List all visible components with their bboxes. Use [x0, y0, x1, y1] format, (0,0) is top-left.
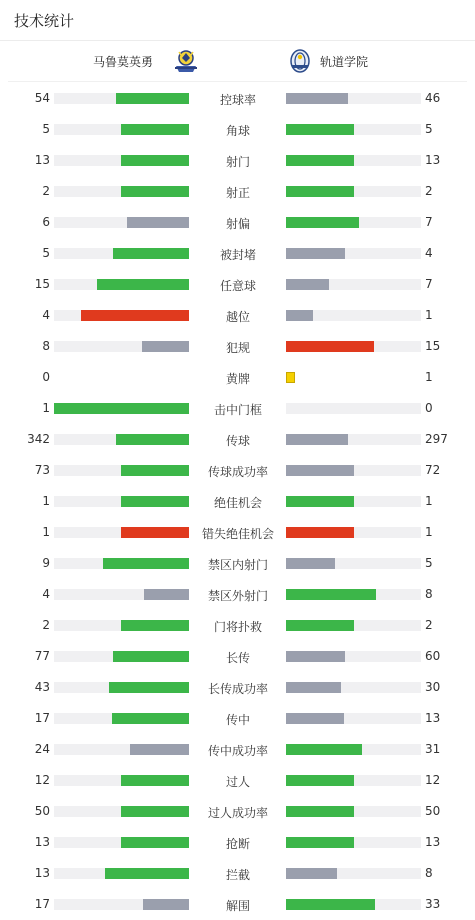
stat-label: 解围	[225, 899, 250, 913]
stat-label: 任意球	[219, 279, 256, 293]
home-stat-bar-fill	[105, 868, 189, 879]
home-stat-value: 50	[34, 804, 50, 818]
stat-row	[0, 207, 475, 238]
home-stat-bar-fill	[113, 651, 189, 662]
away-stat-value: 2	[425, 184, 433, 198]
stat-row	[0, 610, 475, 641]
away-stat-bar-fill	[286, 496, 354, 507]
away-stat-bar	[286, 744, 421, 755]
stat-row	[0, 393, 475, 424]
away-stat-value: 1	[425, 494, 433, 508]
home-stat-bar-fill	[127, 217, 189, 228]
home-stat-bar-fill	[81, 310, 189, 321]
away-stat-bar-fill	[286, 682, 341, 693]
stat-row	[0, 641, 475, 672]
stat-row	[0, 300, 475, 331]
away-stat-value: 30	[425, 680, 441, 694]
home-stat-value: 15	[34, 277, 50, 291]
away-stat-value: 8	[425, 587, 433, 601]
stat-row	[0, 796, 475, 827]
home-stat-value: 8	[42, 339, 50, 353]
home-stat-bar	[54, 465, 189, 476]
home-stat-value: 73	[34, 463, 50, 477]
page-title: 技术统计	[14, 12, 75, 30]
stat-label: 长传成功率	[207, 682, 268, 696]
home-stat-value: 6	[42, 215, 50, 229]
stat-row	[0, 889, 475, 920]
home-stat-value: 2	[42, 618, 50, 632]
away-stat-value: 13	[425, 153, 441, 167]
home-team-logo-icon	[173, 48, 199, 74]
home-stat-value: 4	[42, 308, 50, 322]
away-stat-bar	[286, 186, 421, 197]
away-stat-bar-fill	[286, 124, 354, 135]
away-stat-value: 4	[425, 246, 433, 260]
home-stat-bar	[54, 496, 189, 507]
stats-header	[0, 0, 475, 41]
stat-row	[0, 827, 475, 858]
stat-label: 门将扑救	[213, 620, 262, 634]
away-stat-bar	[286, 806, 421, 817]
home-stat-bar	[54, 775, 189, 786]
home-stat-bar	[54, 217, 189, 228]
away-stat-bar	[286, 558, 421, 569]
away-stat-value: 2	[425, 618, 433, 632]
stat-label: 传中	[225, 713, 250, 727]
away-stat-value: 50	[425, 804, 441, 818]
home-stat-bar	[54, 651, 189, 662]
away-stat-bar-fill	[286, 341, 374, 352]
home-stat-value: 12	[34, 773, 50, 787]
home-stat-bar	[54, 403, 189, 414]
away-stat-bar	[286, 434, 421, 445]
home-stat-bar-fill	[109, 682, 189, 693]
home-stat-bar	[54, 186, 189, 197]
home-stat-value: 0	[42, 370, 50, 384]
home-stat-value: 1	[42, 401, 50, 415]
stat-label: 射门	[225, 155, 250, 169]
away-stat-bar	[286, 217, 421, 228]
away-stat-bar-fill	[286, 558, 335, 569]
stat-row	[0, 269, 475, 300]
stat-label: 过人成功率	[207, 806, 268, 820]
away-stat-value: 60	[425, 649, 441, 663]
home-stat-value: 5	[42, 246, 50, 260]
stat-label: 射偏	[225, 217, 250, 231]
stat-label: 控球率	[219, 93, 256, 107]
stat-row	[0, 703, 475, 734]
stat-label: 错失绝佳机会	[201, 527, 274, 541]
stat-label: 传球成功率	[207, 465, 268, 479]
away-stat-bar	[286, 868, 421, 879]
stat-row	[0, 672, 475, 703]
stat-row	[0, 331, 475, 362]
home-stat-bar-fill	[121, 527, 189, 538]
home-stat-bar	[54, 620, 189, 631]
stat-row	[0, 548, 475, 579]
home-stat-bar-fill	[121, 496, 189, 507]
home-stat-bar	[54, 93, 189, 104]
away-stat-value: 0	[425, 401, 433, 415]
away-stat-bar	[286, 837, 421, 848]
away-stat-bar	[286, 527, 421, 538]
stat-label: 击中门框	[213, 403, 262, 417]
home-team-name: 马鲁莫英勇	[92, 55, 153, 69]
away-stat-value: 5	[425, 122, 433, 136]
away-stat-bar	[286, 310, 421, 321]
away-stat-value: 13	[425, 711, 441, 725]
home-stat-value: 9	[42, 556, 50, 570]
stat-row	[0, 734, 475, 765]
stat-row	[0, 424, 475, 455]
stat-row	[0, 517, 475, 548]
stat-label: 越位	[225, 310, 250, 324]
stat-label: 传中成功率	[207, 744, 268, 758]
away-stat-value: 33	[425, 897, 441, 911]
away-stat-bar-fill	[286, 434, 348, 445]
home-stat-value: 43	[34, 680, 50, 694]
stat-label: 禁区外射门	[207, 589, 268, 603]
away-stat-value: 297	[425, 432, 448, 446]
yellow-card-icon	[286, 372, 295, 383]
away-stat-value: 7	[425, 215, 433, 229]
home-stat-value: 13	[34, 153, 50, 167]
away-stat-value: 15	[425, 339, 441, 353]
home-stat-bar-fill	[121, 186, 189, 197]
home-stat-bar-fill	[121, 155, 189, 166]
away-stat-value: 72	[425, 463, 441, 477]
away-stat-bar	[286, 341, 421, 352]
away-stat-value: 1	[425, 525, 433, 539]
home-stat-bar-fill	[112, 713, 189, 724]
home-stat-bar	[54, 589, 189, 600]
away-stat-bar	[286, 279, 421, 290]
stat-row	[0, 238, 475, 269]
home-stat-bar-fill	[121, 775, 189, 786]
away-stat-value: 5	[425, 556, 433, 570]
away-stat-value: 12	[425, 773, 441, 787]
home-stat-value: 13	[34, 835, 50, 849]
home-stat-bar	[54, 155, 189, 166]
stat-label: 拦截	[225, 868, 250, 882]
home-stat-bar	[54, 124, 189, 135]
stat-row	[0, 114, 475, 145]
stat-label: 被封堵	[219, 248, 256, 262]
stat-label: 犯规	[225, 341, 250, 355]
stat-label: 抢断	[225, 837, 250, 851]
away-stat-bar	[286, 589, 421, 600]
home-stat-bar	[54, 310, 189, 321]
home-stat-value: 342	[27, 432, 50, 446]
away-stat-bar-fill	[286, 465, 354, 476]
stat-label: 黄牌	[225, 372, 250, 386]
away-stat-value: 1	[425, 308, 433, 322]
home-stat-bar	[54, 713, 189, 724]
stat-label: 角球	[225, 124, 250, 138]
home-stat-value: 5	[42, 122, 50, 136]
home-stat-bar-fill	[121, 124, 189, 135]
stat-row	[0, 145, 475, 176]
stat-row	[0, 83, 475, 114]
away-stat-bar-fill	[286, 868, 337, 879]
away-stat-bar	[286, 155, 421, 166]
away-stat-bar-fill	[286, 651, 345, 662]
stat-row	[0, 765, 475, 796]
away-stat-bar-fill	[286, 527, 354, 538]
stat-label: 过人	[225, 775, 250, 789]
away-stat-bar-fill	[286, 310, 313, 321]
away-stat-bar-fill	[286, 279, 329, 290]
home-stat-bar	[54, 744, 189, 755]
away-stat-bar-fill	[286, 217, 359, 228]
home-stat-value: 54	[34, 91, 50, 105]
home-stat-bar-fill	[142, 341, 189, 352]
away-stat-bar	[286, 93, 421, 104]
home-stat-bar	[54, 434, 189, 445]
home-stat-bar-fill	[121, 837, 189, 848]
home-stat-bar	[54, 837, 189, 848]
away-stat-value: 1	[425, 370, 433, 384]
away-stat-bar	[286, 651, 421, 662]
stat-label: 绝佳机会	[213, 496, 262, 510]
home-stat-bar	[54, 527, 189, 538]
home-stat-value: 17	[34, 711, 50, 725]
away-stat-bar	[286, 682, 421, 693]
teams-bar	[8, 41, 467, 82]
home-stat-bar-fill	[143, 899, 189, 910]
home-stat-value: 2	[42, 184, 50, 198]
home-stat-bar-fill	[121, 806, 189, 817]
home-stat-bar-fill	[54, 403, 189, 414]
stat-row	[0, 176, 475, 207]
home-stat-bar-fill	[103, 558, 189, 569]
home-stat-bar-fill	[121, 465, 189, 476]
away-stat-bar	[286, 403, 421, 414]
away-stat-bar	[286, 248, 421, 259]
away-stat-bar	[286, 620, 421, 631]
away-stat-bar	[286, 899, 421, 910]
home-stat-bar	[54, 682, 189, 693]
home-stat-bar	[54, 806, 189, 817]
away-stat-bar	[286, 124, 421, 135]
away-stat-bar	[286, 496, 421, 507]
away-stat-bar	[286, 465, 421, 476]
home-stat-bar-fill	[116, 93, 189, 104]
home-stat-value: 24	[34, 742, 50, 756]
home-stat-bar	[54, 248, 189, 259]
away-stat-bar-fill	[286, 186, 354, 197]
away-stat-value: 8	[425, 866, 433, 880]
away-stat-bar-fill	[286, 744, 362, 755]
home-stat-bar-fill	[116, 434, 189, 445]
stat-label: 禁区内射门	[207, 558, 268, 572]
stat-label: 传球	[225, 434, 250, 448]
away-stat-bar-fill	[286, 775, 354, 786]
stat-row	[0, 579, 475, 610]
away-stat-bar-fill	[286, 589, 376, 600]
away-team-name: 轨道学院	[320, 55, 369, 69]
home-stat-bar	[54, 341, 189, 352]
away-team-logo-icon	[289, 49, 311, 73]
home-stat-value: 77	[34, 649, 50, 663]
home-stat-bar-fill	[130, 744, 189, 755]
home-stat-value: 4	[42, 587, 50, 601]
home-stat-bar	[54, 279, 189, 290]
home-stat-value: 1	[42, 525, 50, 539]
home-stat-bar	[54, 899, 189, 910]
away-stat-bar-fill	[286, 806, 354, 817]
home-stat-value: 1	[42, 494, 50, 508]
away-stat-bar-fill	[286, 93, 348, 104]
home-stat-value: 17	[34, 897, 50, 911]
away-stat-value: 46	[425, 91, 441, 105]
home-stat-bar	[54, 558, 189, 569]
stat-row	[0, 362, 475, 393]
away-stat-bar	[286, 775, 421, 786]
home-stat-bar-fill	[144, 589, 189, 600]
home-stat-bar	[54, 868, 189, 879]
away-stat-bar-fill	[286, 713, 344, 724]
away-stat-bar-fill	[286, 837, 354, 848]
away-stat-value: 31	[425, 742, 441, 756]
stat-row	[0, 486, 475, 517]
away-stat-bar-fill	[286, 899, 375, 910]
home-stat-value: 13	[34, 866, 50, 880]
stat-row	[0, 455, 475, 486]
away-stat-value: 13	[425, 835, 441, 849]
away-stat-bar-fill	[286, 620, 354, 631]
home-stat-bar-fill	[97, 279, 189, 290]
stat-label: 长传	[225, 651, 250, 665]
home-stat-bar-fill	[121, 620, 189, 631]
away-stat-value: 7	[425, 277, 433, 291]
away-stat-bar-fill	[286, 248, 345, 259]
away-stat-bar-fill	[286, 155, 354, 166]
stat-label: 射正	[225, 186, 250, 200]
stat-row	[0, 858, 475, 889]
away-stat-bar	[286, 713, 421, 724]
home-stat-bar-fill	[113, 248, 189, 259]
